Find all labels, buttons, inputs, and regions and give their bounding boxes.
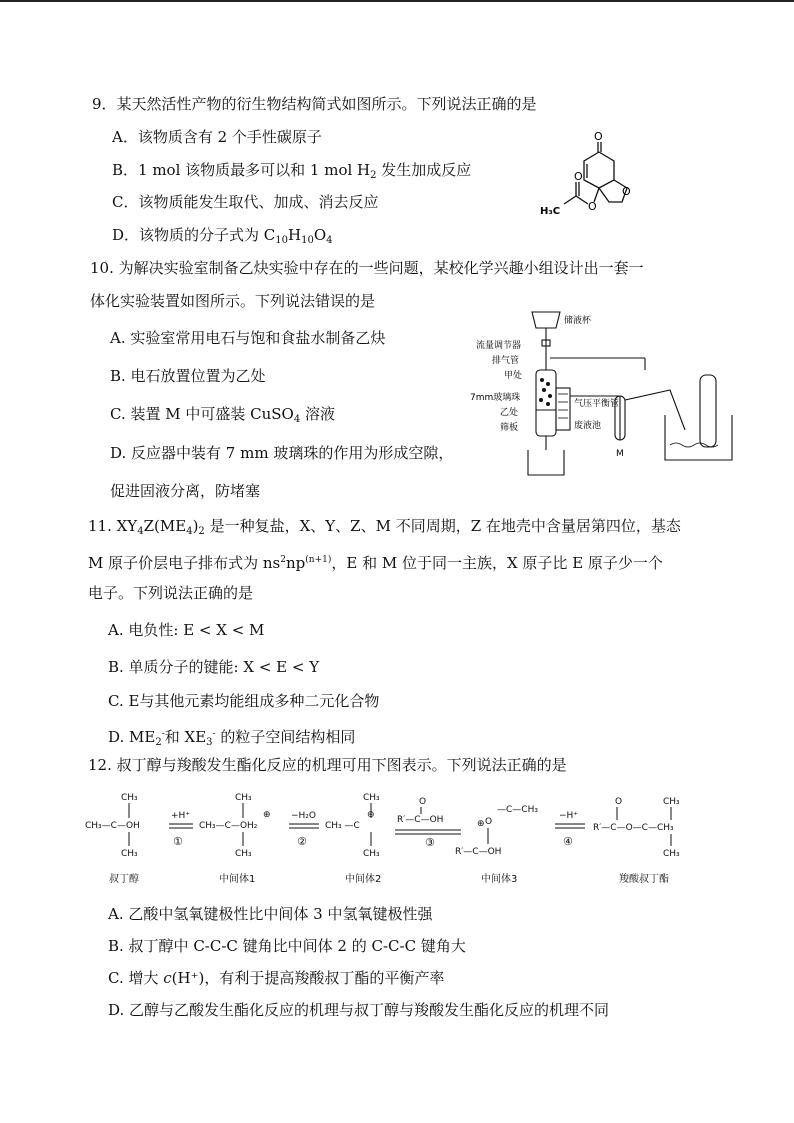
svg-text:⊕: ⊕ bbox=[477, 819, 485, 829]
label-waste-pool: 废液池 bbox=[574, 421, 602, 431]
q11-option-b: B. 单质分子的键能: X < E < Y bbox=[108, 658, 320, 676]
label-glass-beads: 7mm玻璃珠 bbox=[470, 393, 521, 403]
svg-text:CH₃: CH₃ bbox=[235, 793, 252, 803]
svg-text:CH₃: CH₃ bbox=[663, 849, 680, 859]
svg-text:CH₃: CH₃ bbox=[121, 849, 138, 859]
q9-option-c: C．该物质能发生取代、加成、消去反应 bbox=[112, 193, 379, 211]
svg-text:O: O bbox=[485, 817, 493, 827]
label-intermediate-1: 中间体1 bbox=[219, 874, 256, 885]
label-storage-cup: 储液杯 bbox=[564, 316, 592, 326]
q11-option-d: D. $ME_2^-$和 $XE_3^-$ 的粒子空间结构相同 bbox=[108, 728, 356, 748]
label-yi: 乙处 bbox=[500, 408, 519, 418]
label-flow-regulator: 流量调节器 bbox=[476, 341, 522, 351]
step3-number: ③ bbox=[425, 836, 435, 849]
q12-option-d: D. 乙醇与乙酸发生酯化反应的机理与叔丁醇与羧酸发生酯化反应的机理不同 bbox=[108, 1001, 610, 1019]
svg-text:R′—C—OH: R′—C—OH bbox=[397, 815, 444, 825]
q11-stem-line1: 11. $XY_4Z(ME_4)_2$ 是一种复盐，X、Y、Z、M 不同周期，Z 在地壳中含量居第四位，基态 bbox=[88, 517, 681, 537]
svg-text:CH₃: CH₃ bbox=[363, 849, 380, 859]
q9-option-b: B．1 mol 该物质最多可以和 1 mol $H_2$ 发生加成反应 bbox=[112, 161, 472, 181]
q10-option-d-line1: D. 反应器中装有 7 mm 玻璃珠的作用为形成空隙， bbox=[110, 444, 454, 462]
label-intermediate-3: 中间体3 bbox=[481, 874, 518, 885]
q9-stem: 9．某天然活性产物的衍生物结构简式如图所示。下列说法正确的是 bbox=[92, 95, 537, 113]
step4-reagent: −H⁺ bbox=[559, 811, 579, 821]
q9-o-ester: O bbox=[588, 200, 597, 213]
q9-option-a: A．该物质含有 2 个手性碳原子 bbox=[112, 128, 322, 146]
svg-text:CH₃—C—OH₂: CH₃—C—OH₂ bbox=[199, 821, 258, 831]
svg-text:O: O bbox=[615, 797, 623, 807]
svg-text:R′—C—OH: R′—C—OH bbox=[455, 847, 502, 857]
q10-option-d-line2: 促进固液分离，防堵塞 bbox=[110, 482, 261, 500]
label-exhaust-tube: 排气管 bbox=[492, 356, 520, 366]
step1-reagent: +H⁺ bbox=[171, 811, 191, 821]
label-sieve: 筛板 bbox=[500, 423, 519, 433]
q12-option-b: B. 叔丁醇中 C-C-C 键角比中间体 2 的 C-C-C 键角大 bbox=[108, 937, 466, 955]
q11-option-c: C. E与其他元素均能组成多种二元化合物 bbox=[108, 692, 380, 710]
label-M: M bbox=[616, 449, 624, 459]
step2-reagent: −H₂O bbox=[291, 811, 317, 821]
q11-stem-line3: 电子。下列说法正确的是 bbox=[88, 584, 254, 602]
svg-text:CH₃: CH₃ bbox=[121, 793, 138, 803]
q10-option-a: A. 实验室常用电石与饱和食盐水制备乙炔 bbox=[110, 329, 386, 347]
page-top-rule bbox=[0, 0, 794, 2]
q9-o-carbonyl: O bbox=[574, 170, 583, 183]
svg-text:⊕: ⊕ bbox=[263, 810, 271, 820]
q12-option-c: C. 增大 c(H⁺)，有利于提高羧酸叔丁酯的平衡产率 bbox=[108, 969, 445, 987]
q10-stem-line2: 体化实验装置如图所示。下列说法错误的是 bbox=[90, 292, 376, 310]
q11-stem-line2: M 原子价层电子排布式为 $ns^2np^{(n+1)}$，E 和 M 位于同一主族，X 原子比 E 原子少一个 bbox=[88, 554, 663, 572]
q9-structure-diagram bbox=[530, 130, 660, 225]
step1-number: ① bbox=[173, 835, 183, 848]
q9-option-d: D．该物质的分子式为 $C_{10}H_{10}O_4$ bbox=[112, 226, 333, 246]
svg-text:CH₃: CH₃ bbox=[363, 793, 380, 803]
svg-text:⊕: ⊕ bbox=[367, 810, 375, 820]
svg-text:—C—CH₃: —C—CH₃ bbox=[497, 805, 538, 815]
q9-o-ketone: O bbox=[594, 130, 603, 143]
label-jia: 甲处 bbox=[504, 371, 523, 381]
q10-apparatus-diagram bbox=[470, 300, 740, 480]
label-pressure-tube: 气压平衡管 bbox=[574, 399, 620, 409]
svg-text:CH₃: CH₃ bbox=[663, 797, 680, 807]
q12-option-a: A. 乙酸中氢氧键极性比中间体 3 中氢氧键极性强 bbox=[108, 905, 433, 923]
svg-text:R′—C—O—C—CH₃: R′—C—O—C—CH₃ bbox=[593, 823, 674, 833]
step2-number: ② bbox=[297, 835, 307, 848]
q10-option-c: C. 装置 M 中可盛装 CuSO$_4$ 溶液 bbox=[110, 405, 336, 425]
label-tert-butanol: 叔丁醇 bbox=[109, 874, 139, 885]
q11-option-a: A. 电负性: E < X < M bbox=[108, 621, 265, 639]
svg-text:CH₃ —C: CH₃ —C bbox=[325, 821, 360, 831]
step4-number: ④ bbox=[563, 835, 573, 848]
q12-mechanism-diagram bbox=[85, 790, 725, 890]
q12-stem: 12. 叔丁醇与羧酸发生酯化反应的机理可用下图表示。下列说法正确的是 bbox=[88, 756, 567, 774]
svg-text:CH₃: CH₃ bbox=[235, 849, 252, 859]
q9-ch3-label: H₃C bbox=[540, 206, 561, 217]
q10-option-b: B. 电石放置位置为乙处 bbox=[110, 367, 266, 385]
svg-text:CH₃—C—OH: CH₃—C—OH bbox=[85, 821, 140, 831]
q10-stem-line1: 10. 为解决实验室制备乙炔实验中存在的一些问题，某校化学兴趣小组设计出一套一 bbox=[90, 259, 644, 277]
q9-o-ring: O bbox=[622, 185, 631, 198]
svg-text:O: O bbox=[419, 797, 427, 807]
label-intermediate-2: 中间体2 bbox=[345, 874, 382, 885]
label-ester: 羧酸叔丁酯 bbox=[619, 874, 669, 885]
